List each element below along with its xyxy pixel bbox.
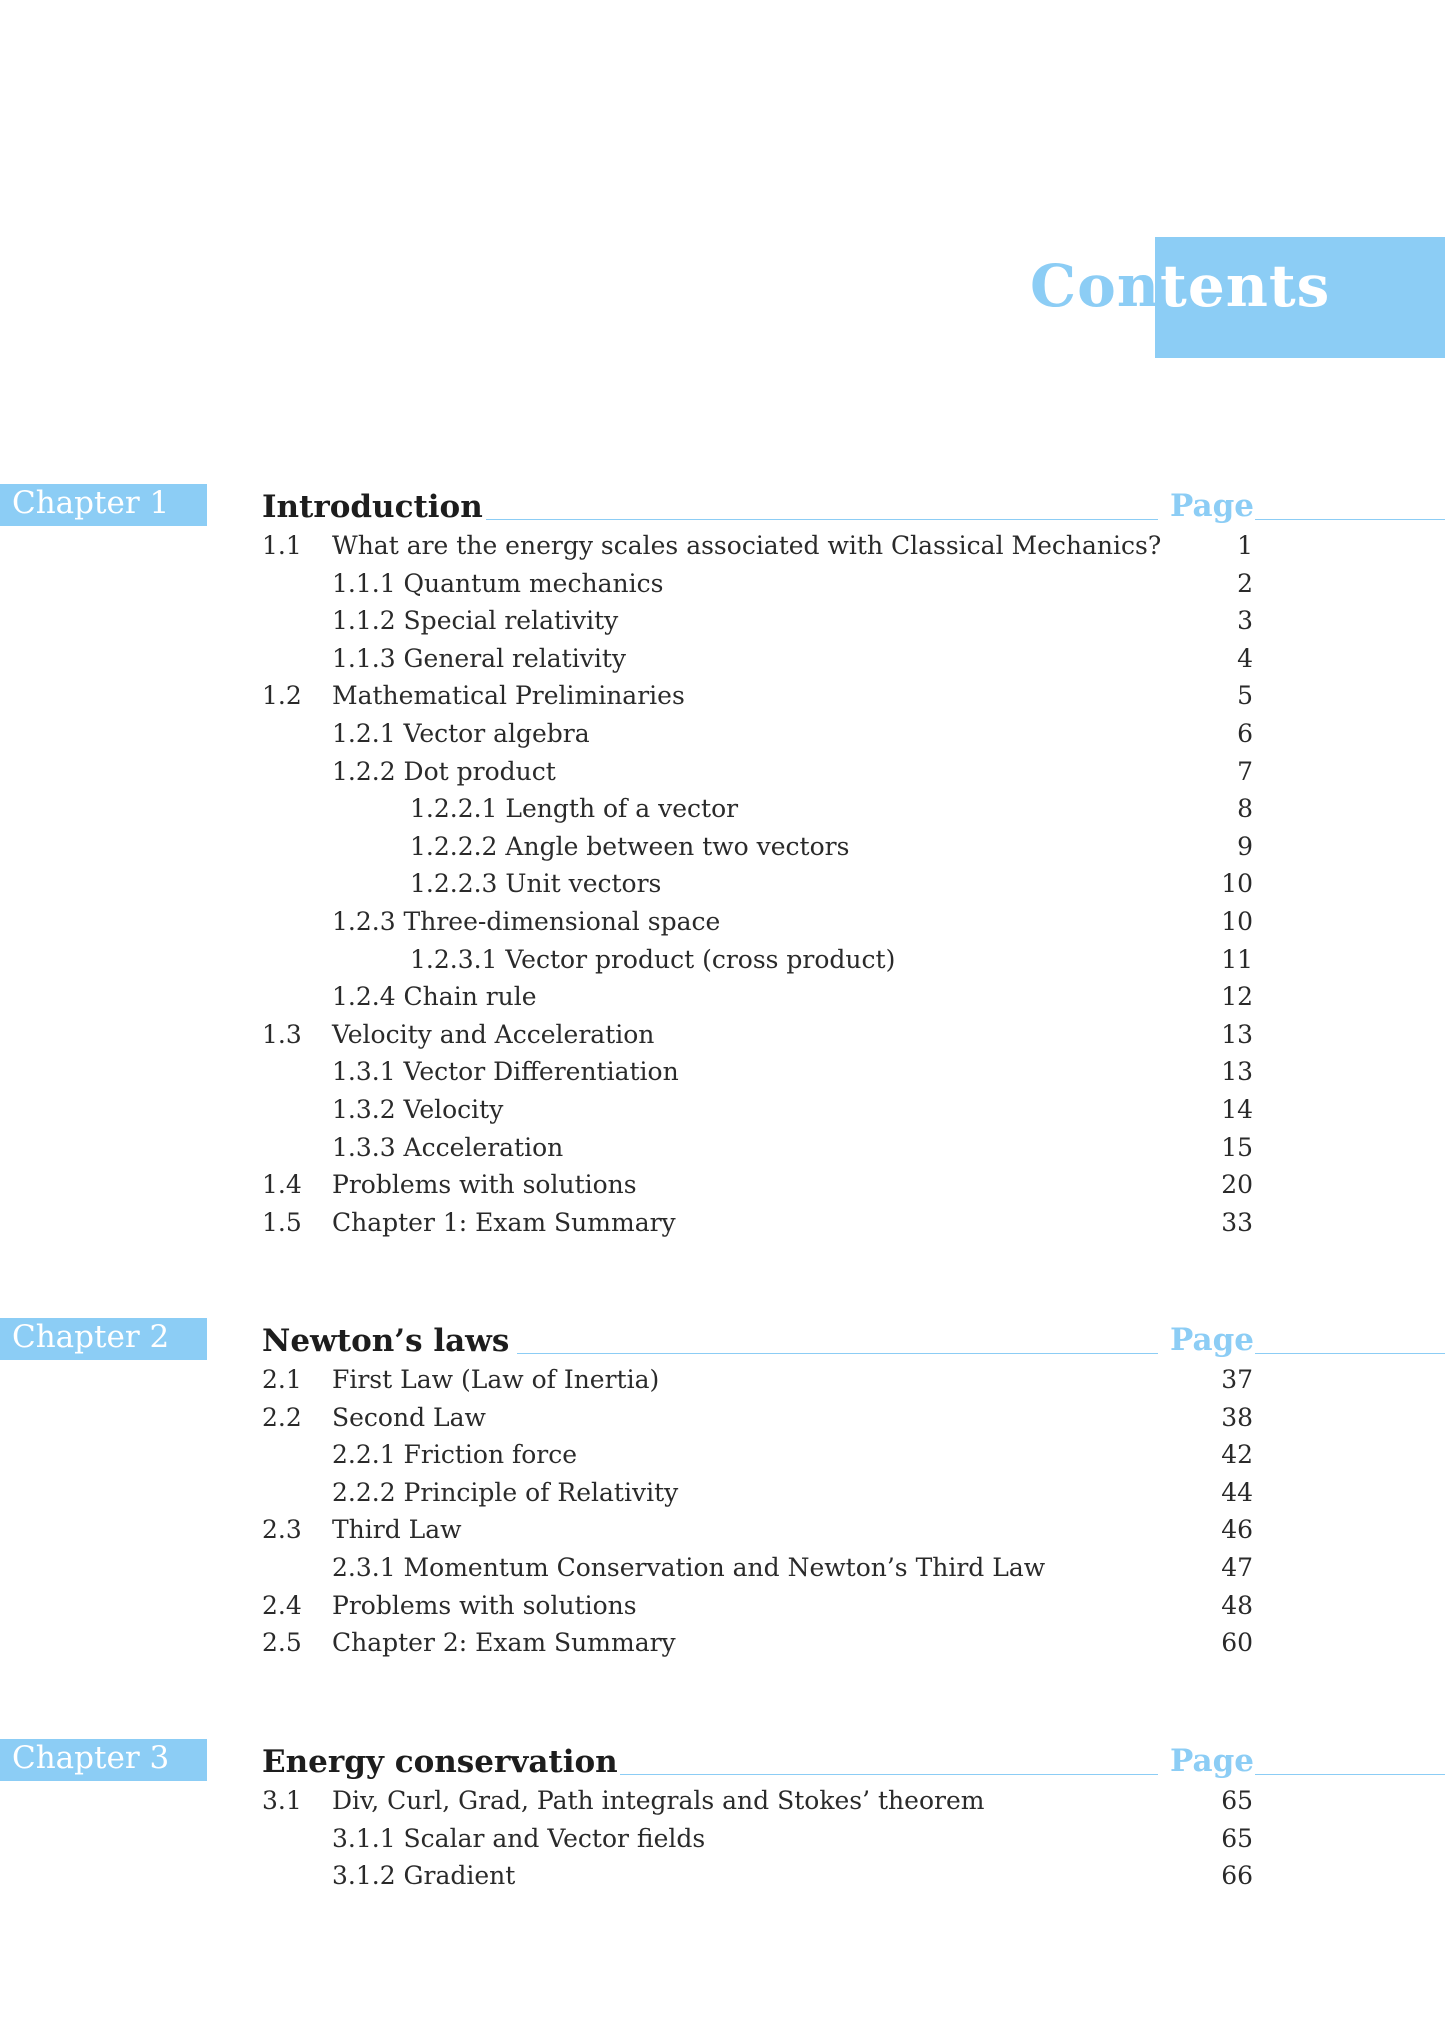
entry-label: 2.2.2 Principle of Relativity	[332, 1477, 679, 1507]
toc-entries	[0, 529, 1445, 1243]
section-number: 2.2	[262, 1402, 302, 1432]
entry-label: 3.1.2 Gradient	[332, 1861, 516, 1891]
entry-label: Third Law	[332, 1515, 462, 1545]
toc-entry[interactable]	[0, 905, 1445, 943]
page-number: 38	[1221, 1402, 1253, 1432]
toc-entry[interactable]	[0, 867, 1445, 905]
page-number: 1	[1237, 531, 1253, 560]
toc-entry[interactable]	[0, 604, 1445, 642]
page-number: 47	[1221, 1552, 1253, 1582]
toc-entry[interactable]	[0, 567, 1445, 605]
page-number: 65	[1221, 1786, 1253, 1815]
page-number: 20	[1221, 1170, 1253, 1200]
entry-label: Problems with solutions	[332, 1590, 637, 1620]
section-number: 1.5	[262, 1207, 302, 1237]
toc-entry[interactable]	[0, 1168, 1445, 1206]
entry-label: 1.3.1 Vector Differentiation	[332, 1057, 679, 1087]
toc-entry[interactable]	[0, 1018, 1445, 1056]
section-number: 3.1	[262, 1786, 302, 1815]
toc-entry[interactable]	[0, 679, 1445, 717]
page-number: 6	[1237, 718, 1253, 748]
toc-entry[interactable]	[0, 1822, 1445, 1860]
chapter-badge-label: Chapter 1	[12, 485, 170, 521]
toc-entries	[0, 1363, 1445, 1664]
toc-entry[interactable]	[0, 1859, 1445, 1897]
entry-label: Second Law	[332, 1402, 486, 1432]
toc-entry[interactable]	[0, 1476, 1445, 1514]
toc-entry[interactable]	[0, 792, 1445, 830]
section-number: 1.2	[262, 681, 302, 711]
toc-entry[interactable]	[0, 980, 1445, 1018]
section-number: 2.1	[262, 1365, 302, 1394]
page-number: 3	[1237, 606, 1253, 636]
toc-entry[interactable]	[0, 642, 1445, 680]
section-number: 2.4	[262, 1590, 302, 1620]
entry-label: 1.2.2 Dot product	[332, 756, 556, 786]
entry-label: 1.3.3 Acceleration	[332, 1132, 564, 1162]
page-column-label: Page	[1170, 1322, 1254, 1358]
section-number: 2.5	[262, 1628, 302, 1658]
toc-entry[interactable]	[0, 1401, 1445, 1439]
page-label-rule	[1255, 1774, 1445, 1775]
toc-entry[interactable]	[0, 1206, 1445, 1244]
page-number: 33	[1221, 1207, 1253, 1237]
chapter-title[interactable]: Energy conservation	[262, 1744, 618, 1780]
page-label-rule	[1255, 519, 1445, 520]
toc-entry[interactable]	[0, 1551, 1445, 1589]
entry-label: 3.1.1 Scalar and Vector fields	[332, 1823, 706, 1853]
toc-entry[interactable]	[0, 1513, 1445, 1551]
page-number: 46	[1221, 1515, 1253, 1545]
entry-label: 1.1.2 Special relativity	[332, 606, 619, 636]
page-number: 15	[1221, 1132, 1253, 1162]
entry-label: 1.1.1 Quantum mechanics	[332, 568, 664, 598]
section-number: 1.1	[262, 531, 302, 560]
toc-entry[interactable]	[0, 1131, 1445, 1169]
entry-label: 1.2.3.1 Vector product (cross product)	[410, 944, 896, 974]
entry-label: 1.2.2.3 Unit vectors	[410, 869, 662, 899]
page-number: 2	[1237, 568, 1253, 598]
page-number: 42	[1221, 1440, 1253, 1470]
entry-label: 1.2.3 Three-dimensional space	[332, 906, 721, 936]
toc-entries	[0, 1784, 1445, 1897]
entry-label: 2.3.1 Momentum Conservation and Newton’s Third Law	[332, 1552, 1046, 1582]
entry-label: Chapter 1: Exam Summary	[332, 1207, 676, 1237]
toc-entry[interactable]	[0, 1589, 1445, 1627]
page-number: 48	[1221, 1590, 1253, 1620]
entry-label: What are the energy scales associated with Classical Mechanics?	[332, 531, 1162, 560]
page-number: 37	[1221, 1365, 1253, 1394]
chapter-title[interactable]: Introduction	[262, 489, 483, 525]
section-number: 1.4	[262, 1170, 302, 1200]
page-number: 60	[1221, 1628, 1253, 1658]
toc-entry[interactable]	[0, 1055, 1445, 1093]
entry-label: Div, Curl, Grad, Path integrals and Stokes’ theorem	[332, 1786, 985, 1815]
page-number: 13	[1221, 1019, 1253, 1049]
toc-entry[interactable]	[0, 717, 1445, 755]
entry-label: Chapter 2: Exam Summary	[332, 1628, 676, 1658]
page-number: 13	[1221, 1057, 1253, 1087]
page-column-label: Page	[1170, 1743, 1254, 1779]
page-number: 65	[1221, 1823, 1253, 1853]
page-number: 14	[1221, 1094, 1253, 1124]
page-number: 7	[1237, 756, 1253, 786]
chapter-badge	[0, 484, 207, 526]
entry-label: Velocity and Acceleration	[332, 1019, 655, 1049]
toc-entry[interactable]	[0, 943, 1445, 981]
entry-label: 1.2.2.2 Angle between two vectors	[410, 831, 850, 861]
toc-entry[interactable]	[0, 1093, 1445, 1131]
toc-entry[interactable]	[0, 1363, 1445, 1401]
section-number: 2.3	[262, 1515, 302, 1545]
entry-label: Mathematical Preliminaries	[332, 681, 685, 711]
contents-title	[1030, 252, 1330, 320]
entry-label: First Law (Law of Inertia)	[332, 1365, 660, 1394]
toc-entry[interactable]	[0, 1626, 1445, 1664]
page-number: 5	[1237, 681, 1253, 711]
page-number: 9	[1237, 831, 1253, 861]
chapter-badge-label: Chapter 2	[12, 1319, 170, 1355]
chapter-title[interactable]: Newton’s laws	[262, 1323, 510, 1359]
toc-entry[interactable]	[0, 1784, 1445, 1822]
toc-entry[interactable]	[0, 830, 1445, 868]
contents-title-part2: tents	[1160, 252, 1331, 320]
contents-title-part1: Con	[1030, 252, 1161, 320]
chapter-badge	[0, 1739, 207, 1781]
page-number: 11	[1221, 944, 1253, 974]
page-number: 10	[1221, 869, 1253, 899]
page-number: 66	[1221, 1861, 1253, 1891]
entry-label: 1.2.2.1 Length of a vector	[410, 794, 739, 824]
entry-label: 2.2.1 Friction force	[332, 1440, 578, 1470]
chapter-badge	[0, 1318, 207, 1360]
page-column-label: Page	[1170, 488, 1254, 524]
chapter-title-rule	[486, 519, 1158, 520]
entry-label: 1.3.2 Velocity	[332, 1094, 504, 1124]
entry-label: Problems with solutions	[332, 1170, 637, 1200]
chapter-title-rule	[517, 1353, 1158, 1354]
page-number: 4	[1237, 643, 1253, 673]
toc-entry[interactable]	[0, 1438, 1445, 1476]
toc-entry[interactable]	[0, 755, 1445, 793]
entry-label: 1.2.4 Chain rule	[332, 982, 537, 1012]
page-number: 12	[1221, 982, 1253, 1012]
section-number: 1.3	[262, 1019, 302, 1049]
page-number: 44	[1221, 1477, 1253, 1507]
page-number: 10	[1221, 906, 1253, 936]
entry-label: 1.2.1 Vector algebra	[332, 718, 590, 748]
chapter-title-rule	[620, 1774, 1158, 1775]
toc-entry[interactable]	[0, 529, 1445, 567]
entry-label: 1.1.3 General relativity	[332, 643, 626, 673]
chapter-badge-label: Chapter 3	[12, 1740, 170, 1776]
page-label-rule	[1255, 1353, 1445, 1354]
page-number: 8	[1237, 794, 1253, 824]
